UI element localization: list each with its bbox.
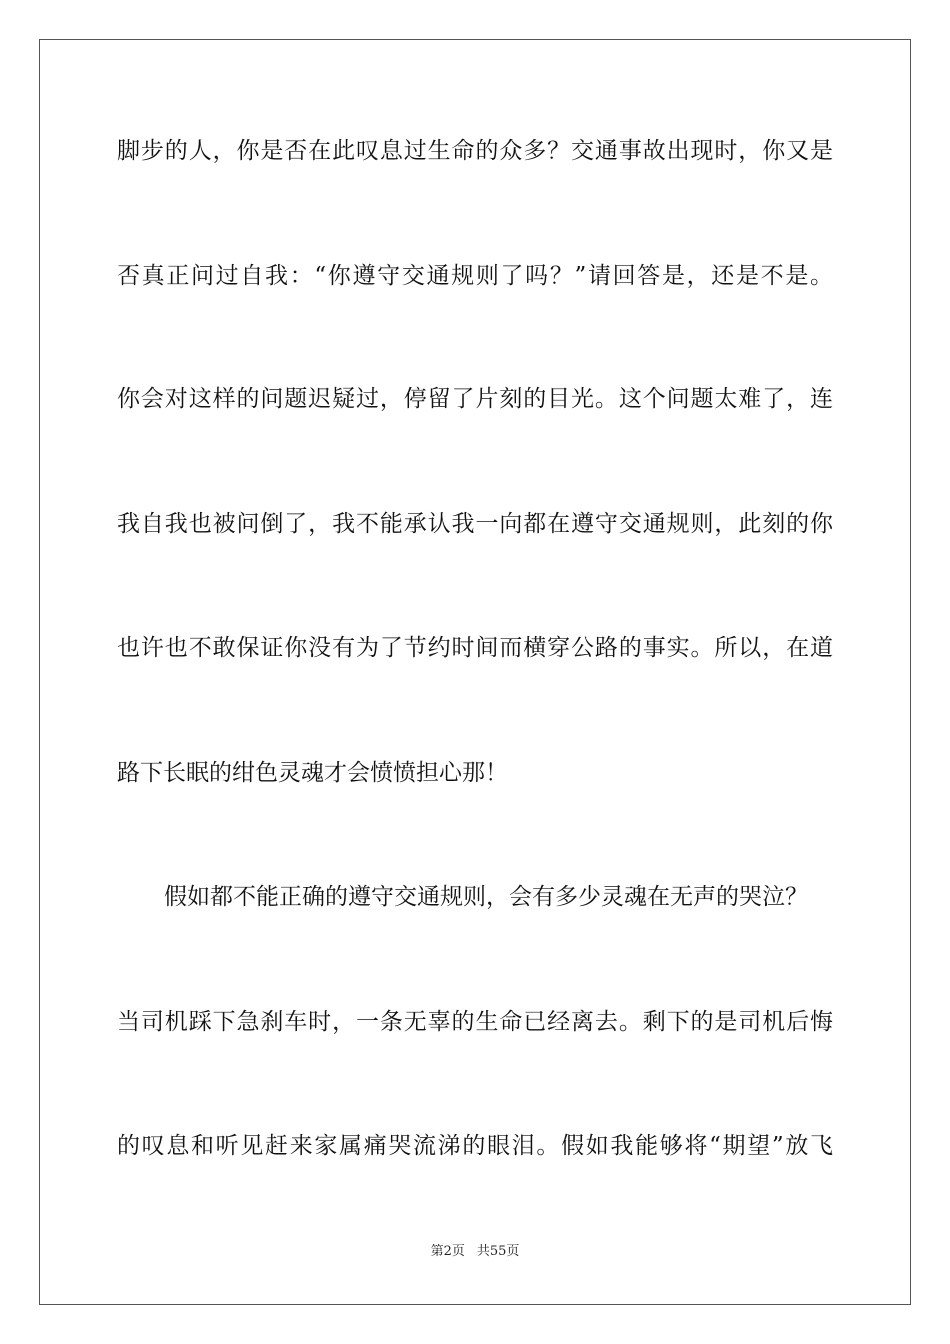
body-line-9: 的叹息和听见赶来家属痛哭流涕的眼泪。假如我能够将“期望”放飞: [117, 1133, 833, 1159]
body-line-1: 脚步的人，你是否在此叹息过生命的众多？交通事故出现时，你又是: [117, 138, 833, 164]
page-number: 第2页: [430, 1244, 465, 1259]
body-line-3: 你会对这样的问题迟疑过，停留了片刻的目光。这个问题太难了，连: [117, 386, 833, 412]
body-line-2: 否真正问过自我：“你遵守交通规则了吗？”请回答是，还是不是。: [117, 263, 833, 289]
body-line-5: 也许也不敢保证你没有为了节约时间而横穿公路的事实。所以，在道: [117, 635, 833, 661]
body-line-6: 路下长眠的绀色灵魂才会愤愤担心那！: [117, 760, 508, 786]
body-line-7: 假如都不能正确的遵守交通规则，会有多少灵魂在无声的哭泣？: [164, 884, 808, 910]
body-line-4: 我自我也被问倒了，我不能承认我一向都在遵守交通规则，此刻的你: [117, 511, 833, 537]
page-total: 共55页: [476, 1244, 520, 1259]
body-line-8: 当司机踩下急刹车时，一条无辜的生命已经离去。剩下的是司机后悔: [117, 1009, 833, 1035]
page-border: [39, 39, 911, 1305]
page-footer: [0, 1243, 950, 1261]
